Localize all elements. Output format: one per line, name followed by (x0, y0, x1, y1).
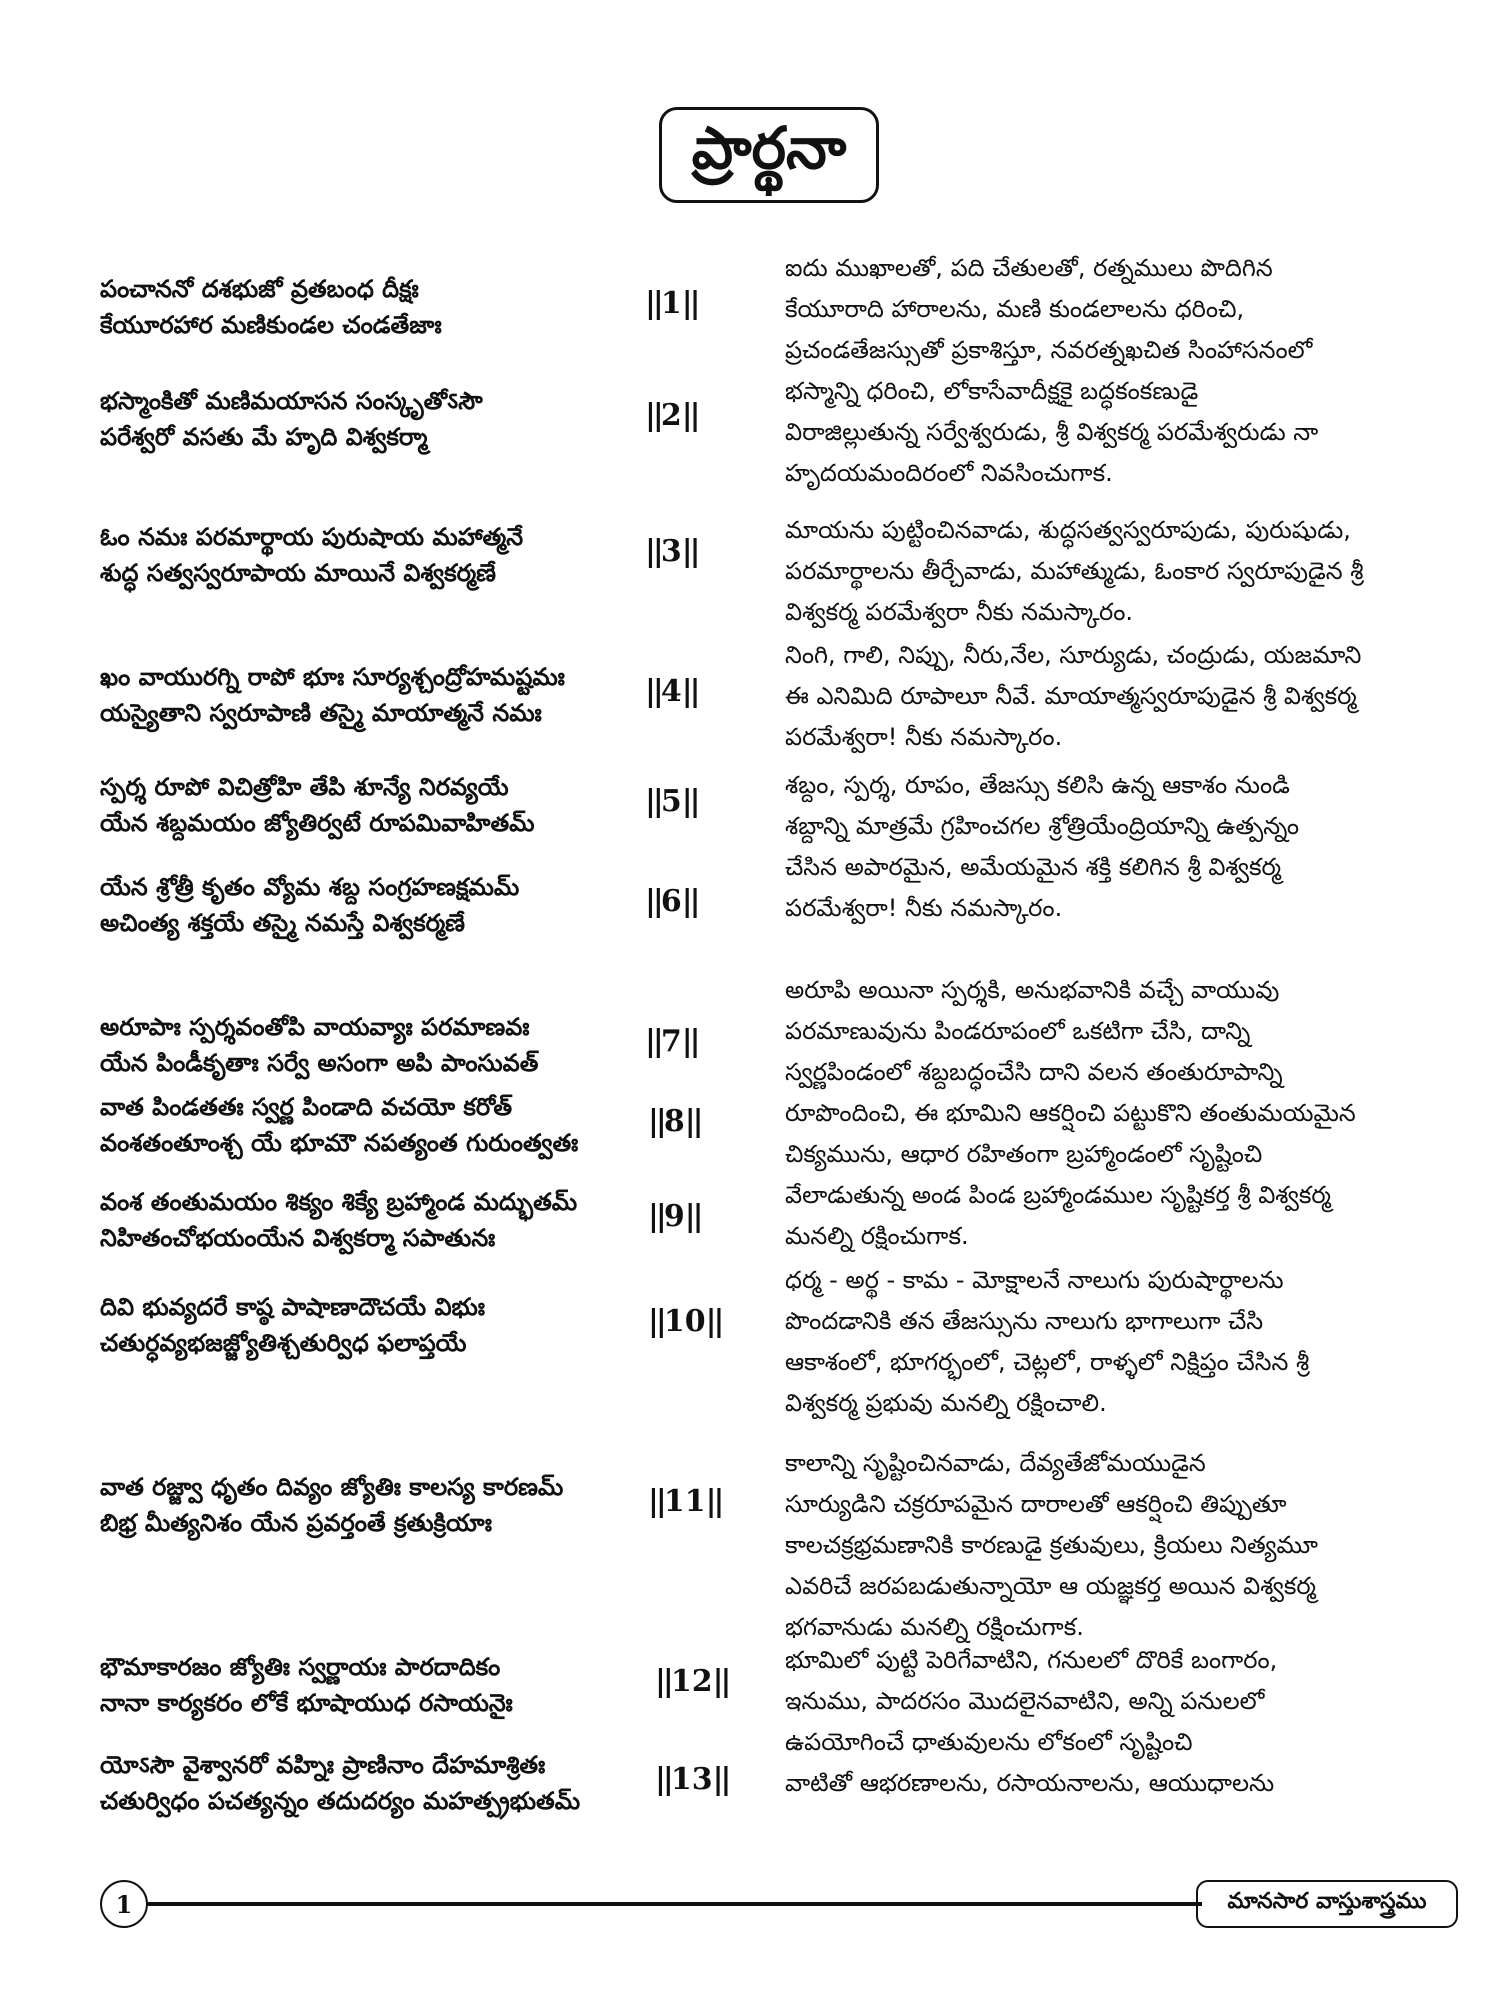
translation-line: చిక్యమును, ఆధార రహితంగా బ్రహ్మాండంలో సృష్టించి (785, 1140, 1263, 1168)
translation-line: నింగి, గాలి, నిప్పు, నీరు,నేల, సూర్యుడు, చంద్రుడు, యజమాని (785, 641, 1362, 669)
page-title: ప్రార్థనా (659, 107, 879, 203)
translation-line: ఇనుము, పాదరసం మొదలైనవాటిని, అన్ని పనులలో (785, 1687, 1265, 1715)
book-title-label: మానసార వాస్తుశాస్త్రము (1196, 1880, 1458, 1928)
translation-block (785, 1443, 1445, 1648)
translation-line: ఐదు ముఖాలతో, పది చేతులతో, రత్నములు పొదిగిన (785, 254, 1273, 282)
verse-number: ||11|| (648, 1484, 722, 1519)
verse-number: ||9|| (648, 1199, 701, 1234)
translation-line: ఈ ఎనిమిది రూపాలూ నీవే. మాయాత్మస్వరూపుడైన శ్రీ విశ్వకర్మ (785, 682, 1357, 710)
translation-line: కేయూరాది హారాలను, మణి కుండలాలను ధరించి, (785, 295, 1245, 323)
translation-line: సూర్యుడిని చక్రరూపమైన దారాలతో ఆకర్షించి తిప్పుతూ (785, 1490, 1287, 1518)
translation-block (785, 510, 1445, 633)
translation-line: హృదయమందిరంలో నివసించుగాక. (785, 459, 1113, 487)
translation-line: పరమేశ్వరా! నీకు నమస్కారం. (785, 894, 1063, 922)
verse-number: ||2|| (645, 398, 698, 433)
translation-line: పొందడానికి తన తేజస్సును నాలుగు భాగాలుగా చేసి (785, 1307, 1264, 1335)
verse-number: ||13|| (655, 1762, 729, 1797)
verse-line: యేన శ్రోత్రీ కృతం వ్యోమ శబ్ద సంగ్రహణక్షమమ్ (100, 873, 520, 901)
verse-line: శుద్ధ సత్వస్వరూపాయ మాయినే విశ్వకర్మణే (100, 559, 497, 587)
verse-number: ||3|| (645, 534, 698, 569)
verse-line: నానా కార్యకరం లోకే భూషాయుధ రసాయనైః (100, 1689, 513, 1717)
verse-number: ||4|| (645, 674, 698, 709)
translation-block (785, 635, 1445, 758)
verse-number: ||5|| (645, 784, 698, 819)
translation-line: కాలాన్ని సృష్టించినవాడు, దేవ్యతేజోమయుడైన (785, 1449, 1206, 1477)
translation-line: కాలచక్రభ్రమణానికి కారణుడై క్రతువులు, క్రియలు నిత్యమూ (785, 1531, 1318, 1559)
verse-line: యేన పిండీకృతాః సర్వే అసంగా అపి పాంసువత్ (100, 1049, 539, 1077)
translation-block (785, 970, 1445, 1257)
verse-line: బిభ్ర మీత్యనిశం యేన ప్రవర్తంతే క్రతుక్రియాః (100, 1509, 492, 1537)
translation-block (785, 1260, 1445, 1424)
translation-line: మాయను పుట్టించినవాడు, శుద్ధసత్వస్వరూపుడు, పురుషుడు, (785, 516, 1351, 544)
verse-line: యేన శబ్దమయం జ్యోతిర్వటే రూపమివాహితమ్ (100, 809, 535, 837)
verse-number: ||12|| (655, 1664, 729, 1699)
translation-line: భస్మాన్ని ధరించి, లోకాసేవాదీక్షకై బద్ధకంకణుడై (785, 377, 1199, 405)
verse-line: పంచాననో దశభుజో వ్రతబంధ దీక్షః (100, 275, 419, 303)
verse-line: వంశతంతూంశ్చ యే భూమౌ నపత్యంత గురుంత్వతః (100, 1129, 579, 1157)
verse-line: కేయూరహార మణికుండల చండతేజాః (100, 311, 442, 339)
verse-line: భస్మాంకితో మణిమయాసన సంస్కృతోऽసౌ (100, 387, 483, 415)
translation-line: ఆకాశంలో, భూగర్భంలో, చెట్లలో, రాళ్ళలో నిక్షిప్తం చేసిన శ్రీ (785, 1348, 1310, 1376)
translation-line: స్వర్ణపిండంలో శబ్దబద్ధంచేసి దాని వలన తంతురూపాన్ని (785, 1058, 1283, 1086)
translation-line: అరూపి అయినా స్పర్శకి, అనుభవానికి వచ్చే వాయువు (785, 976, 1280, 1004)
verse-line: వాత రజ్జ్వా ధృతం దివ్యం జ్యోతిః కాలస్య కారణమ్ (100, 1473, 564, 1501)
verse-line: వంశ తంతుమయం శిక్యం శిక్యే బ్రహ్మాండ మద్భుతమ్ (100, 1188, 578, 1216)
verse-line: నిహితంచోభయంయేన విశ్వకర్మా సపాతునః (100, 1224, 496, 1252)
translation-line: పరమార్థాలను తీర్చేవాడు, మహాత్ముడు, ఓంకార స్వరూపుడైన శ్రీ (785, 557, 1364, 585)
translation-line: ధర్మ - అర్థ - కామ - మోక్షాలనే నాలుగు పురుషార్థాలను (785, 1266, 1284, 1294)
translation-line: విశ్వకర్మ ప్రభువు మనల్ని రక్షించాలి. (785, 1389, 1107, 1417)
verse-number: ||6|| (645, 884, 698, 919)
verse-line: ఖం వాయురగ్ని రాపో భూః సూర్యశ్చంద్రోహమష్టమః (100, 663, 565, 691)
translation-block (785, 1640, 1445, 1804)
translation-line: పరమేశ్వరా! నీకు నమస్కారం. (785, 723, 1063, 751)
verse-line: యస్యైతాని స్వరూపాణి తస్మై మాయాత్మనే నమః (100, 699, 542, 727)
verse-line: అచింత్య శక్తయే తస్మై నమస్తే విశ్వకర్మణే (100, 909, 466, 937)
translation-line: పరమాణువును పిండరూపంలో ఒకటిగా చేసి, దాన్ని (785, 1017, 1251, 1045)
translation-line: చేసిన అపారమైన, అమేయమైన శక్తి కలిగిన శ్రీ విశ్వకర్మ (785, 853, 1282, 881)
translation-line: శబ్దాన్ని మాత్రమే గ్రహించగల శ్రోత్రియేంద్రియాన్ని ఉత్పన్నం (785, 812, 1300, 840)
verse-line: యోऽసౌ వైశ్వానరో వహ్నిః ప్రాణినాం దేహమాశ్రితః (100, 1751, 546, 1779)
translation-line: మనల్ని రక్షించుగాక. (785, 1222, 969, 1250)
footer-rule (148, 1902, 1202, 1906)
translation-line: వాటితో ఆభరణాలను, రసాయనాలను, ఆయుధాలను (785, 1769, 1275, 1797)
translation-block (785, 765, 1445, 929)
translation-line: రూపొందించి, ఈ భూమిని ఆకర్షించి పట్టుకొని తంతుమయమైన (785, 1099, 1356, 1127)
translation-line: విరాజిల్లుతున్న సర్వేశ్వరుడు, శ్రీ విశ్వకర్మ పరమేశ్వరుడు నా (785, 418, 1319, 446)
translation-line: శబ్దం, స్పర్శ, రూపం, తేజస్సు కలిసి ఉన్న ఆకాశం నుండి (785, 771, 1290, 799)
translation-line: ఎవరిచే జరపబడుతున్నాయో ఆ యజ్ఞకర్త అయిన విశ్వకర్మ (785, 1572, 1316, 1600)
translation-block (785, 248, 1445, 494)
translation-line: ఉపయోగించే ధాతువులను లోకంలో సృష్టించి (785, 1728, 1193, 1756)
verse-number: ||10|| (648, 1304, 722, 1339)
translation-line: భూమిలో పుట్టి పెరిగేవాటిని, గనులలో దొరికే బంగారం, (785, 1646, 1278, 1674)
verse-line: చతుర్విధం పచత్యన్నం తదుదర్యం మహత్ప్రభుతమ్ (100, 1787, 581, 1815)
translation-line: భగవానుడు మనల్ని రక్షించుగాక. (785, 1613, 1084, 1641)
verse-line: ఓం నమః పరమార్థాయ పురుషాయ మహాత్మనే (100, 523, 524, 551)
verse-line: వాత పిండతతః స్వర్ణ పిండాది వచయో కరోత్ (100, 1093, 513, 1121)
verse-line: స్పర్శ రూపో విచిత్రోహి తేపి శూన్యే నిరవ్యయే (100, 773, 509, 801)
page-number: 1 (100, 1880, 148, 1928)
translation-line: వేలాడుతున్న అండ పిండ బ్రహ్మాండముల సృష్టికర్త శ్రీ విశ్వకర్మ (785, 1181, 1331, 1209)
verse-number: ||7|| (645, 1024, 698, 1059)
translation-line: విశ్వకర్మ పరమేశ్వరా నీకు నమస్కారం. (785, 598, 1133, 626)
verse-line: భౌమాకారజం జ్యోతిః స్వర్ణాయః పారదాదికం (100, 1653, 501, 1681)
verse-line: చతుర్ధవ్యభజజ్జ్యోతిశ్చతుర్విధ ఫలాప్తయే (100, 1329, 467, 1357)
verse-number: ||8|| (648, 1104, 701, 1139)
translation-line: ప్రచండతేజస్సుతో ప్రకాశిస్తూ, నవరత్నఖచిత సింహాసనంలో (785, 336, 1313, 364)
verse-number: ||1|| (645, 286, 698, 321)
verse-line: అరూపాః స్పర్శవంతోపి వాయవ్యాః పరమాణవః (100, 1013, 530, 1041)
verse-line: దివి భువ్యదరే కాష్ఠ పాషాణాదౌచయే విభుః (100, 1293, 485, 1321)
verse-line: పరేశ్వరో వసతు మే హృది విశ్వకర్మా (100, 423, 428, 451)
